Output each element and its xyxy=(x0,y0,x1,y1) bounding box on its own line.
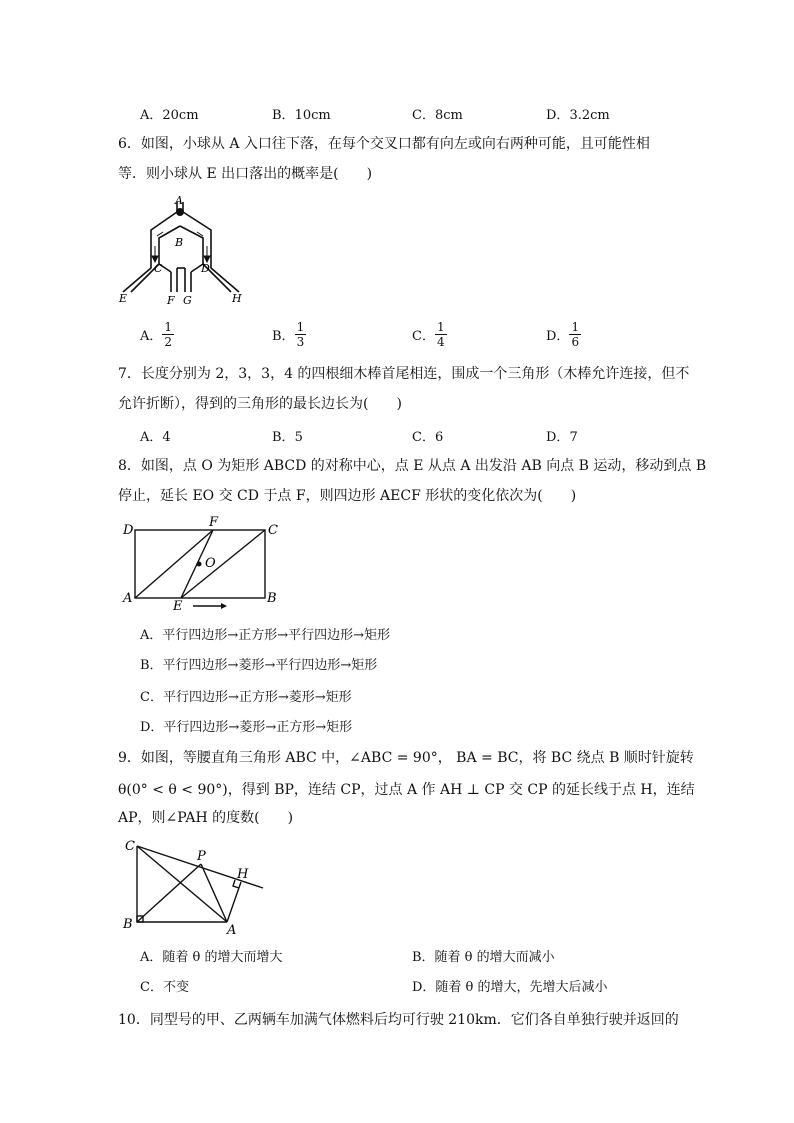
q5-option-d[interactable]: D．3.2cm xyxy=(546,108,610,123)
q7-option-a[interactable]: A．4 xyxy=(140,430,171,445)
q6-label-f: F xyxy=(167,294,175,307)
q9-triangle-figure xyxy=(115,836,275,938)
q8-label-e: E xyxy=(173,599,183,614)
q9-option-a[interactable]: A．随着 θ 的增大而增大 xyxy=(140,950,283,965)
q8-option-a[interactable]: A．平行四边形→正方形→平行四边形→矩形 xyxy=(140,628,391,643)
q8-label-d: D xyxy=(123,523,134,538)
q5-option-b[interactable]: B．10cm xyxy=(272,108,331,123)
q7-option-d[interactable]: D．7 xyxy=(546,430,578,445)
q9-stem-line1: 9．如图，等腰直角三角形 ABC 中，∠ABC = 90°， BA = BC，将 BC 绕点 B 顺时针旋转 xyxy=(118,750,694,766)
q5-option-a[interactable]: A．20cm xyxy=(140,108,199,123)
q9-label-a: A xyxy=(227,923,237,938)
q6-stem-line1: 6．如图，小球从 A 入口往下落，在每个交叉口都有向左或向右两种可能，且可能性相 xyxy=(118,136,650,152)
q9-label-c: C xyxy=(125,839,135,854)
q6-label-h: H xyxy=(232,292,242,305)
q8-stem-line1: 8．如图，点 O 为矩形 ABCD 的对称中心，点 E 从点 A 出发沿 AB 向点 B 运动，移动到点 B xyxy=(118,458,707,474)
q6-label-d: D xyxy=(201,262,210,275)
q6-option-c[interactable]: C． $\frac{1}{4}$ xyxy=(412,320,445,349)
q7-stem-line1: 7．长度分别为 2，3，3，4 的四根细木棒首尾相连，围成一个三角形（木棒允许连接，但不 xyxy=(118,366,690,382)
q8-option-c[interactable]: C．平行四边形→正方形→菱形→矩形 xyxy=(140,690,352,705)
q8-label-c: C xyxy=(268,523,278,538)
q9-stem-line3: AP，则∠PAH 的度数( ) xyxy=(118,810,294,826)
q9-label-h: H xyxy=(237,867,249,882)
q7-option-c[interactable]: C．6 xyxy=(412,430,444,445)
q9-option-c[interactable]: C．不变 xyxy=(140,980,189,995)
q8-rectangle-figure xyxy=(115,514,295,614)
q6-label-e: E xyxy=(119,292,128,305)
q6-label-b: B xyxy=(175,236,184,249)
q8-label-f: F xyxy=(209,515,219,530)
q10-stem-line1: 10．同型号的甲、乙两辆车加满气体燃料后均可行驶 210km．它们各自单独行驶并返回的 xyxy=(118,1012,679,1028)
q8-label-o: O xyxy=(205,556,216,571)
q7-option-b[interactable]: B．5 xyxy=(272,430,303,445)
q8-stem-line2: 停止，延长 EO 交 CD 于点 F，则四边形 AECF 形状的变化依次为( ) xyxy=(118,488,577,504)
q6-stem-line2: 等．则小球从 E 出口落出的概率是( ) xyxy=(118,166,373,182)
q9-label-b: B xyxy=(123,917,133,932)
q8-label-b: B xyxy=(267,591,277,606)
q5-option-c[interactable]: C．8cm xyxy=(412,108,463,123)
q6-label-g: G xyxy=(183,294,192,307)
q6-option-d[interactable]: D． $\frac{1}{6}$ xyxy=(546,320,580,349)
q8-label-a: A xyxy=(123,591,133,606)
q6-label-a: A xyxy=(175,196,183,207)
q6-label-c: C xyxy=(154,262,163,275)
q8-option-b[interactable]: B．平行四边形→菱形→平行四边形→矩形 xyxy=(140,658,378,673)
q9-label-p: P xyxy=(197,849,206,864)
q8-option-d[interactable]: D．平行四边形→菱形→正方形→矩形 xyxy=(140,720,353,735)
q6-ball-channel-figure xyxy=(115,196,255,308)
q9-option-b[interactable]: B．随着 θ 的增大而减小 xyxy=(412,950,555,965)
q7-stem-line2: 允许折断），得到的三角形的最长边长为( ) xyxy=(118,396,402,412)
q9-stem-line2: θ(0° < θ < 90°)，得到 BP，连结 CP，过点 A 作 AH ⊥ CP 交 CP 的延长线于点 H，连结 xyxy=(118,782,695,798)
q6-option-b[interactable]: B． $\frac{1}{3}$ xyxy=(272,320,305,349)
q9-option-d[interactable]: D．随着 θ 的增大，先增大后减小 xyxy=(412,980,608,995)
q6-option-a[interactable]: A． $\frac{1}{2}$ xyxy=(140,320,173,349)
